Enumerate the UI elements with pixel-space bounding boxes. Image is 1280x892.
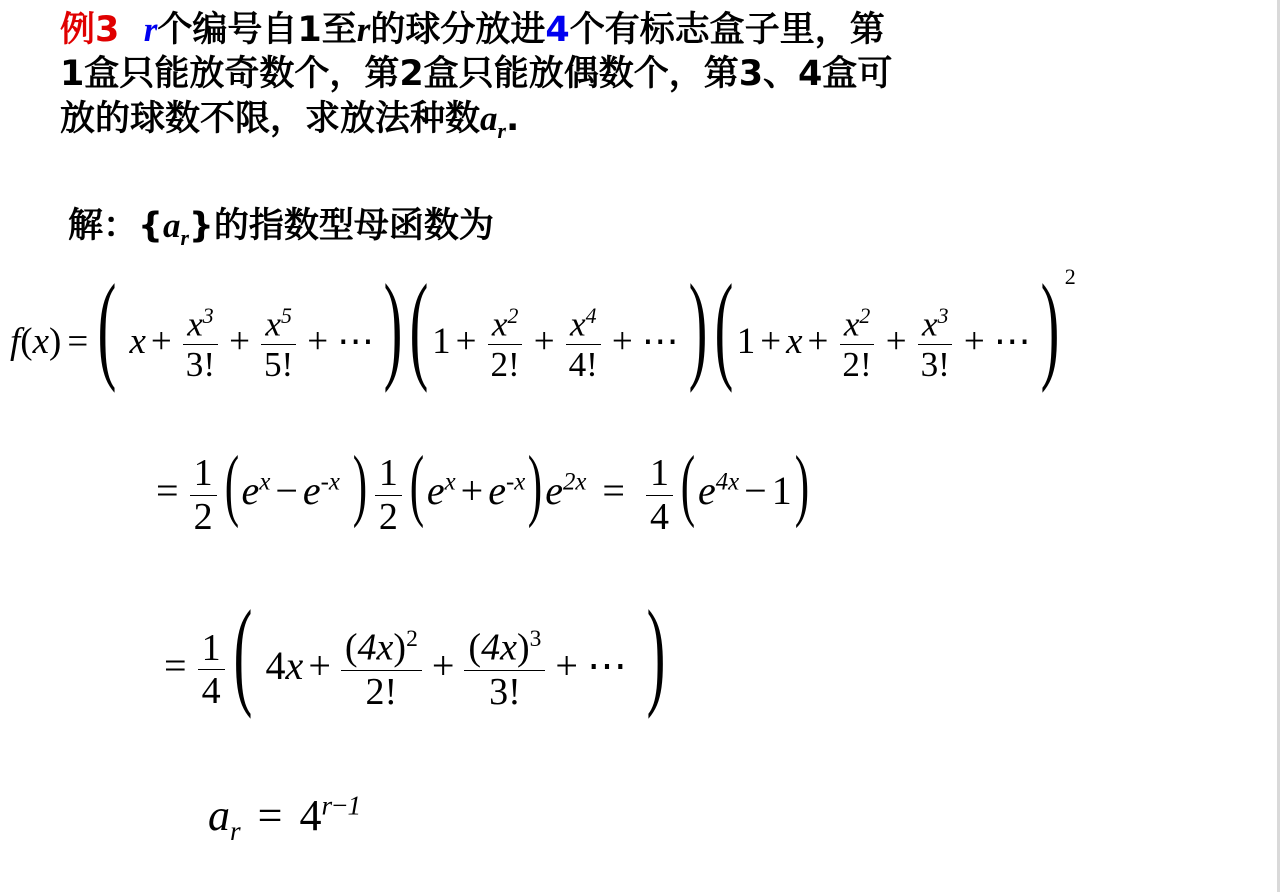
- close-paren-3: ): [1040, 258, 1060, 394]
- fraction-one-quarter-a: $\frac{1}{4}$: [646, 452, 673, 538]
- fraction-one-half-b: $\frac{1}{2}$: [375, 452, 402, 538]
- function-f: f: [10, 321, 21, 362]
- sinh-group: $e^x - e^{-x}$: [241, 468, 340, 514]
- variable-r: r: [356, 10, 371, 49]
- expanded-series: 4x + $\frac{(4x)^2}{2!}$ + $\frac{(4x)^3}{3!}$ + ⋯: [265, 626, 629, 713]
- group-exp-series: 1 + x + $\frac{x^2}{2!}$ + $\frac{x^3}{3!}$ + ⋯: [736, 304, 1033, 385]
- cosh-group: $e^x + e^{-x}$: [426, 468, 526, 514]
- problem-statement: [60, 8, 1240, 145]
- example-number: 3: [95, 10, 120, 50]
- result-a-r: $a_r$: [208, 791, 241, 846]
- close-paren-7: ): [646, 584, 666, 720]
- fraction-one-quarter-b: $\frac{1}{4}$: [198, 627, 225, 713]
- exp-2x: $e^{2x}$: [545, 468, 587, 514]
- variable-r-blue: r: [143, 10, 158, 49]
- solution-intro: [68, 198, 494, 251]
- open-paren-2: (: [409, 258, 429, 394]
- statement-text-5: 1盒只能放奇数个，第2盒只能放偶数个，第3、4盒可: [60, 53, 893, 94]
- solution-word: 解：: [68, 206, 139, 246]
- equation-line-4-result: $a_r = 4^{r-1}$: [208, 790, 362, 846]
- close-paren-1: ): [383, 258, 403, 394]
- example-label: 例: [60, 10, 96, 50]
- solution-text: 的指数型母函数为: [213, 206, 494, 246]
- close-paren-2: ): [688, 258, 708, 394]
- equation-line-2: = $\frac{1}{2}$ ($e^x - e^{-x}$ ) $\frac{1}{2}$ $(e^x + e^{-x})e^{2x}$ = $\frac{1}{4}$ $(e^{4x} - 1)$: [156, 439, 809, 538]
- equation-line-1: f(x) = ( x + $\frac{x^3}{3!}$ + $\frac{x^5}{5!}$ + ⋯)(1 + $\frac{x^2}{2!}$ + $\frac{x^4}{4!}$ + ⋯)(1 + x + $\frac{x^2}{2!}$ + $\frac{x^3}{3!}$ + ⋯) $^2$: [10, 258, 1076, 394]
- result-value: $4^{r-1}$: [299, 790, 362, 840]
- box-count-4: 4: [545, 10, 570, 50]
- exp4x-minus-1: $e^{4x} - 1$: [697, 468, 792, 514]
- solution-seq: $\{a_r\}$: [138, 206, 214, 250]
- statement-text-2: 至: [321, 10, 357, 50]
- answer-symbol: $a_r$: [480, 98, 506, 143]
- close-paren-5: ): [528, 439, 543, 529]
- open-paren-4: (: [224, 439, 239, 529]
- statement-text-3: 的球分放进: [370, 10, 546, 50]
- exponent-2: 2: [1064, 264, 1076, 289]
- statement-period: .: [505, 98, 520, 139]
- group-odd-series: x + $\frac{x^3}{3!}$ + $\frac{x^5}{5!}$ + ⋯: [120, 304, 377, 385]
- equation-line-3: = $\frac{1}{4}$ ( 4x + $\frac{(4x)^2}{2!}$ + $\frac{(4x)^3}{3!}$ + ⋯ ): [164, 584, 666, 720]
- open-paren-7: (: [233, 584, 252, 720]
- variable-x: x: [32, 321, 50, 362]
- close-paren-6: ): [794, 439, 809, 529]
- open-paren-3: (: [714, 258, 734, 394]
- open-paren-5: (: [409, 439, 425, 529]
- open-paren-6: (: [680, 439, 696, 529]
- statement-text-1: 个编号自: [157, 10, 298, 50]
- group-even-series: 1 + $\frac{x^2}{2!}$ + $\frac{x^4}{4!}$ + ⋯: [432, 304, 681, 385]
- fraction-one-half-a: $\frac{1}{2}$: [190, 452, 217, 538]
- statement-text-6: 放的球数不限，求放法种数: [60, 98, 481, 139]
- close-paren-4: ): [352, 439, 368, 529]
- statement-text-4: 个有标志盒子里，第: [569, 10, 885, 50]
- statement-num-1: 1: [297, 10, 322, 50]
- open-paren-1: (: [97, 258, 117, 394]
